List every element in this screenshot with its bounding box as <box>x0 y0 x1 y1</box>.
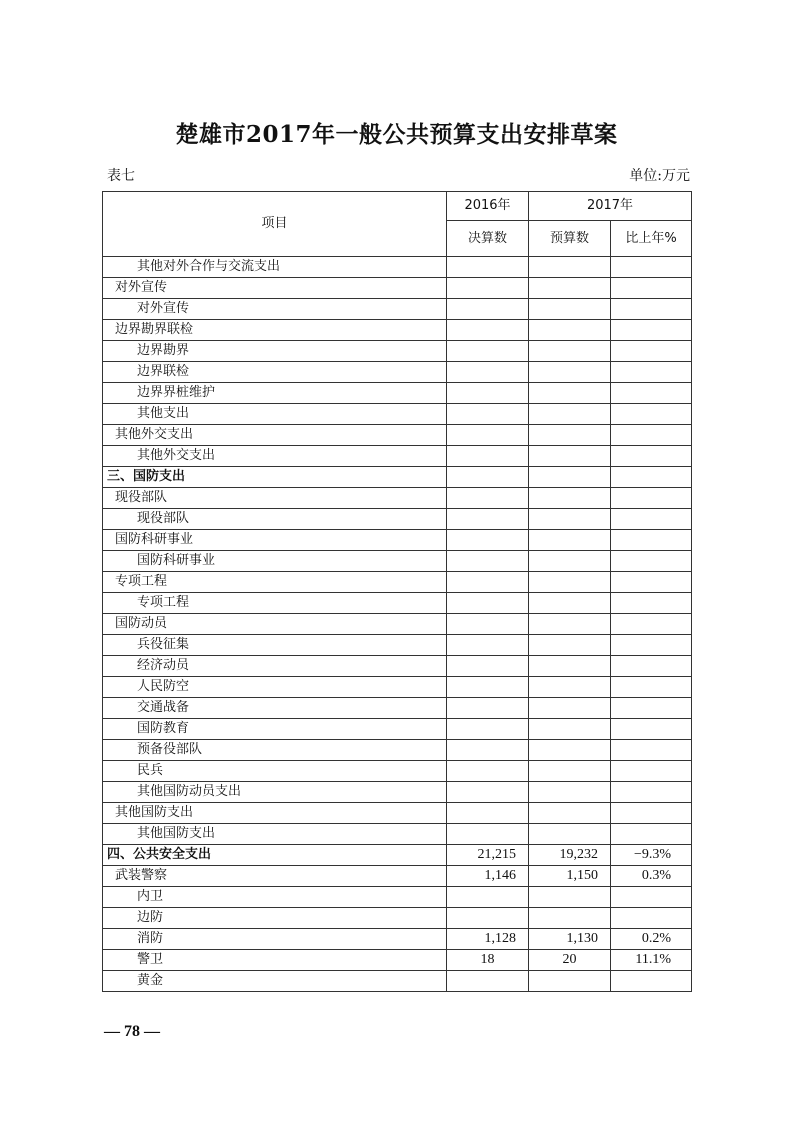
table-row <box>103 404 692 425</box>
cell-2017-budget: 20 <box>529 950 611 971</box>
cell-yoy-pct <box>611 299 692 320</box>
cell-2017-budget <box>529 593 611 614</box>
cell-yoy-pct <box>611 509 692 530</box>
table-row <box>103 320 692 341</box>
table-body <box>103 257 692 992</box>
cell-yoy-pct <box>611 698 692 719</box>
cell-yoy-pct: 0.3% <box>611 866 692 887</box>
row-label: 国防教育 <box>103 719 447 740</box>
cell-yoy-pct <box>611 362 692 383</box>
row-label: 边界勘界联检 <box>103 320 447 341</box>
cell-2017-budget <box>529 362 611 383</box>
row-label: 现役部队 <box>103 488 447 509</box>
cell-2017-budget <box>529 761 611 782</box>
table-row <box>103 740 692 761</box>
cell-2017-budget: 1,130 <box>529 929 611 950</box>
table-row <box>103 467 692 488</box>
cell-yoy-pct: 0.2% <box>611 929 692 950</box>
cell-2017-budget <box>529 782 611 803</box>
table-row <box>103 572 692 593</box>
cell-2017-budget <box>529 677 611 698</box>
row-label: 黄金 <box>103 971 447 992</box>
row-label: 兵役征集 <box>103 635 447 656</box>
cell-2017-budget <box>529 887 611 908</box>
table-row <box>103 425 692 446</box>
cell-2016-final <box>447 887 529 908</box>
cell-yoy-pct <box>611 656 692 677</box>
cell-2016-final <box>447 299 529 320</box>
row-label: 其他支出 <box>103 404 447 425</box>
cell-2016-final <box>447 425 529 446</box>
table-row <box>103 299 692 320</box>
row-label: 经济动员 <box>103 656 447 677</box>
cell-2016-final <box>447 614 529 635</box>
cell-2016-final <box>447 383 529 404</box>
cell-2016-final <box>447 719 529 740</box>
table-row <box>103 635 692 656</box>
cell-yoy-pct <box>611 446 692 467</box>
row-label: 专项工程 <box>103 572 447 593</box>
table-row <box>103 908 692 929</box>
table-row <box>103 383 692 404</box>
cell-2017-budget <box>529 572 611 593</box>
row-label: 武装警察 <box>103 866 447 887</box>
row-label: 交通战备 <box>103 698 447 719</box>
row-label: 其他外交支出 <box>103 425 447 446</box>
cell-2016-final <box>447 782 529 803</box>
cell-2017-budget <box>529 530 611 551</box>
cell-2016-final <box>447 593 529 614</box>
cell-2017-budget <box>529 257 611 278</box>
table-row <box>103 803 692 824</box>
cell-yoy-pct <box>611 320 692 341</box>
cell-yoy-pct <box>611 887 692 908</box>
row-label: 其他国防支出 <box>103 824 447 845</box>
cell-2017-budget <box>529 803 611 824</box>
page-title: 楚雄市2017年一般公共预算支出安排草案 <box>175 121 618 148</box>
cell-yoy-pct <box>611 803 692 824</box>
row-label: 三、国防支出 <box>103 467 447 488</box>
cell-2016-final <box>447 467 529 488</box>
cell-2016-final <box>447 572 529 593</box>
cell-2016-final <box>447 551 529 572</box>
table-row <box>103 341 692 362</box>
table-row <box>103 971 692 992</box>
row-label: 四、公共安全支出 <box>103 845 447 866</box>
cell-yoy-pct <box>611 908 692 929</box>
table-row <box>103 929 692 950</box>
cell-2016-final <box>447 740 529 761</box>
unit-label: 单位:万元 <box>629 168 690 184</box>
table-row <box>103 362 692 383</box>
row-label: 边界勘界 <box>103 341 447 362</box>
header-year-2017: 2017年 <box>529 192 692 221</box>
cell-2016-final: 1,128 <box>447 929 529 950</box>
row-label: 国防动员 <box>103 614 447 635</box>
row-label: 边界界桩维护 <box>103 383 447 404</box>
cell-yoy-pct <box>611 341 692 362</box>
cell-yoy-pct <box>611 488 692 509</box>
cell-yoy-pct <box>611 593 692 614</box>
cell-2017-budget <box>529 425 611 446</box>
row-label: 专项工程 <box>103 593 447 614</box>
cell-2017-budget: 19,232 <box>529 845 611 866</box>
cell-yoy-pct <box>611 404 692 425</box>
cell-2017-budget <box>529 824 611 845</box>
table-header-row <box>103 192 692 221</box>
cell-yoy-pct <box>611 971 692 992</box>
cell-yoy-pct <box>611 257 692 278</box>
cell-2016-final <box>447 761 529 782</box>
table-label: 表七 <box>107 168 135 184</box>
cell-2016-final: 21,215 <box>447 845 529 866</box>
cell-2017-budget <box>529 299 611 320</box>
table-row <box>103 824 692 845</box>
budget-table <box>102 191 692 992</box>
cell-2016-final <box>447 824 529 845</box>
cell-yoy-pct <box>611 635 692 656</box>
cell-2017-budget <box>529 635 611 656</box>
row-label: 警卫 <box>103 950 447 971</box>
header-yoy-pct: 比上年% <box>611 221 692 257</box>
cell-2017-budget <box>529 278 611 299</box>
table-row <box>103 593 692 614</box>
cell-2017-budget <box>529 404 611 425</box>
cell-yoy-pct: −9.3% <box>611 845 692 866</box>
table-row <box>103 866 692 887</box>
table-row <box>103 887 692 908</box>
cell-2017-budget: 1,150 <box>529 866 611 887</box>
cell-yoy-pct <box>611 677 692 698</box>
cell-2016-final <box>447 530 529 551</box>
row-label: 边界联检 <box>103 362 447 383</box>
cell-2016-final <box>447 677 529 698</box>
cell-yoy-pct <box>611 278 692 299</box>
cell-2016-final <box>447 320 529 341</box>
header-year-2016: 2016年 <box>447 192 529 221</box>
table-row <box>103 719 692 740</box>
cell-2016-final <box>447 278 529 299</box>
cell-2017-budget <box>529 341 611 362</box>
row-label: 人民防空 <box>103 677 447 698</box>
cell-2016-final <box>447 803 529 824</box>
row-label: 其他国防支出 <box>103 803 447 824</box>
page-number: — 78 — <box>104 1023 160 1040</box>
table-row <box>103 950 692 971</box>
cell-2016-final <box>447 362 529 383</box>
cell-2016-final <box>447 656 529 677</box>
cell-yoy-pct <box>611 740 692 761</box>
row-label: 对外宣传 <box>103 278 447 299</box>
row-label: 国防科研事业 <box>103 551 447 572</box>
table-row <box>103 761 692 782</box>
cell-2017-budget <box>529 551 611 572</box>
cell-yoy-pct <box>611 425 692 446</box>
table-row <box>103 551 692 572</box>
table-row <box>103 614 692 635</box>
cell-2016-final <box>447 698 529 719</box>
cell-2017-budget <box>529 719 611 740</box>
row-label: 对外宣传 <box>103 299 447 320</box>
row-label: 边防 <box>103 908 447 929</box>
table-row <box>103 782 692 803</box>
cell-2016-final <box>447 341 529 362</box>
header-item: 项目 <box>103 192 447 257</box>
row-label: 民兵 <box>103 761 447 782</box>
cell-2017-budget <box>529 446 611 467</box>
cell-yoy-pct: 11.1% <box>611 950 692 971</box>
table-row <box>103 278 692 299</box>
cell-2016-final: 1,146 <box>447 866 529 887</box>
row-label: 其他对外合作与交流支出 <box>103 257 447 278</box>
row-label: 国防科研事业 <box>103 530 447 551</box>
cell-yoy-pct <box>611 530 692 551</box>
cell-2017-budget <box>529 383 611 404</box>
cell-yoy-pct <box>611 719 692 740</box>
cell-2016-final <box>447 257 529 278</box>
row-label: 内卫 <box>103 887 447 908</box>
cell-2017-budget <box>529 698 611 719</box>
cell-yoy-pct <box>611 572 692 593</box>
row-label: 消防 <box>103 929 447 950</box>
table-row <box>103 698 692 719</box>
cell-yoy-pct <box>611 782 692 803</box>
cell-yoy-pct <box>611 383 692 404</box>
cell-yoy-pct <box>611 614 692 635</box>
cell-2017-budget <box>529 908 611 929</box>
cell-2017-budget <box>529 740 611 761</box>
cell-yoy-pct <box>611 761 692 782</box>
cell-2017-budget <box>529 656 611 677</box>
cell-2016-final: 18 <box>447 950 529 971</box>
cell-2017-budget <box>529 509 611 530</box>
cell-2016-final <box>447 635 529 656</box>
row-label: 其他国防动员支出 <box>103 782 447 803</box>
cell-2016-final <box>447 908 529 929</box>
table-row <box>103 257 692 278</box>
cell-2016-final <box>447 446 529 467</box>
table-row <box>103 656 692 677</box>
table-row <box>103 446 692 467</box>
cell-2016-final <box>447 488 529 509</box>
cell-2016-final <box>447 971 529 992</box>
table-row <box>103 488 692 509</box>
cell-yoy-pct <box>611 551 692 572</box>
row-label: 预备役部队 <box>103 740 447 761</box>
header-final-accounts: 决算数 <box>447 221 529 257</box>
cell-2017-budget <box>529 467 611 488</box>
row-label: 其他外交支出 <box>103 446 447 467</box>
cell-2017-budget <box>529 320 611 341</box>
cell-2017-budget <box>529 971 611 992</box>
cell-2017-budget <box>529 488 611 509</box>
cell-2016-final <box>447 509 529 530</box>
table-row <box>103 530 692 551</box>
header-budget: 预算数 <box>529 221 611 257</box>
cell-2017-budget <box>529 614 611 635</box>
cell-yoy-pct <box>611 467 692 488</box>
cell-yoy-pct <box>611 824 692 845</box>
table-row <box>103 509 692 530</box>
table-row <box>103 677 692 698</box>
row-label: 现役部队 <box>103 509 447 530</box>
table-row <box>103 845 692 866</box>
cell-2016-final <box>447 404 529 425</box>
